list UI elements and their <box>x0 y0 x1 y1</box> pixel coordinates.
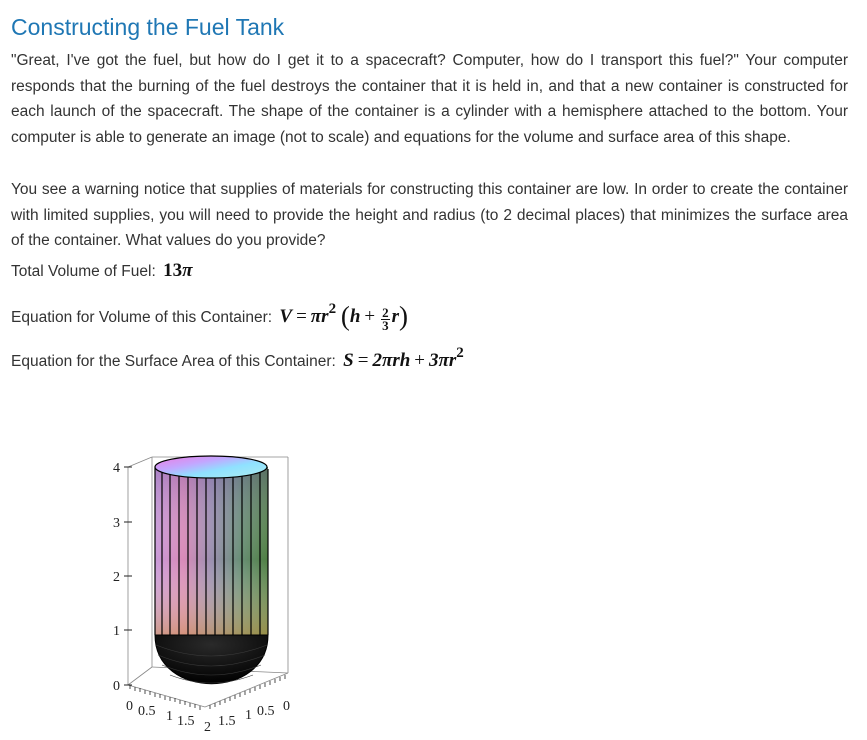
page-title: Constructing the Fuel Tank <box>11 14 285 40</box>
total-volume-label: Total Volume of Fuel: <box>11 263 156 280</box>
volume-equation: $V = \pi r^2$ (h + $\frac{2}{3}$ r) <box>279 301 409 333</box>
z-tick-0: 0 <box>113 679 120 694</box>
total-volume-value: 13π <box>163 260 193 281</box>
volume-equation-label: Equation for Volume of this Container: <box>11 309 273 326</box>
z-tick-2: 2 <box>113 570 120 585</box>
tank-hemisphere <box>155 635 268 684</box>
problem-paragraph-1: "Great, I've got the fuel, but how do I get it to a spacecraft? Computer, how do I transport this fuel?" Your computer responds that the burning of the fuel destroys the container that it is held in, and that a new container is constructed for each launch of the spacecraft. The shape of the container is a cylinder with a hemisphere attached to the bottom. Your computer is able to generate an image (not to scale) and equations for the volume and surface area of this shape. <box>11 52 848 146</box>
tank-3d-plot <box>100 445 320 735</box>
z-tick-1: 1 <box>113 624 120 639</box>
y-tick-0-5: 0.5 <box>257 704 275 719</box>
surface-equation: $S = 2\pi rh + 3\pi r^2$ <box>343 345 464 371</box>
surface-equation-line <box>11 341 464 374</box>
tank-top-disk <box>155 456 267 478</box>
surface-equation-label: Equation for the Surface Area of this Container: <box>11 353 336 370</box>
problem-paragraph-2: You see a warning notice that supplies of materials for constructing this container are low. In order to create the container with limited supplies, you will need to provide the height and radius (to 2 decimal places) that minimizes the surface area of the container. What values do you provide? <box>11 181 848 249</box>
x-tick-1-5: 1.5 <box>177 714 195 729</box>
y-tick-0: 0 <box>283 699 290 714</box>
volume-equation-line <box>11 297 408 332</box>
x-tick-2: 2 <box>204 720 211 735</box>
z-tick-4: 4 <box>113 461 120 476</box>
x-tick-0: 0 <box>126 699 133 714</box>
total-volume-line <box>11 259 192 284</box>
y-tick-1-5: 1.5 <box>218 714 236 729</box>
x-tick-0-5: 0.5 <box>138 704 156 719</box>
y-tick-1: 1 <box>245 708 252 723</box>
tank-3d-svg <box>100 445 320 735</box>
tank-cylinder <box>155 461 268 642</box>
z-tick-3: 3 <box>113 516 120 531</box>
x-tick-1: 1 <box>166 709 173 724</box>
